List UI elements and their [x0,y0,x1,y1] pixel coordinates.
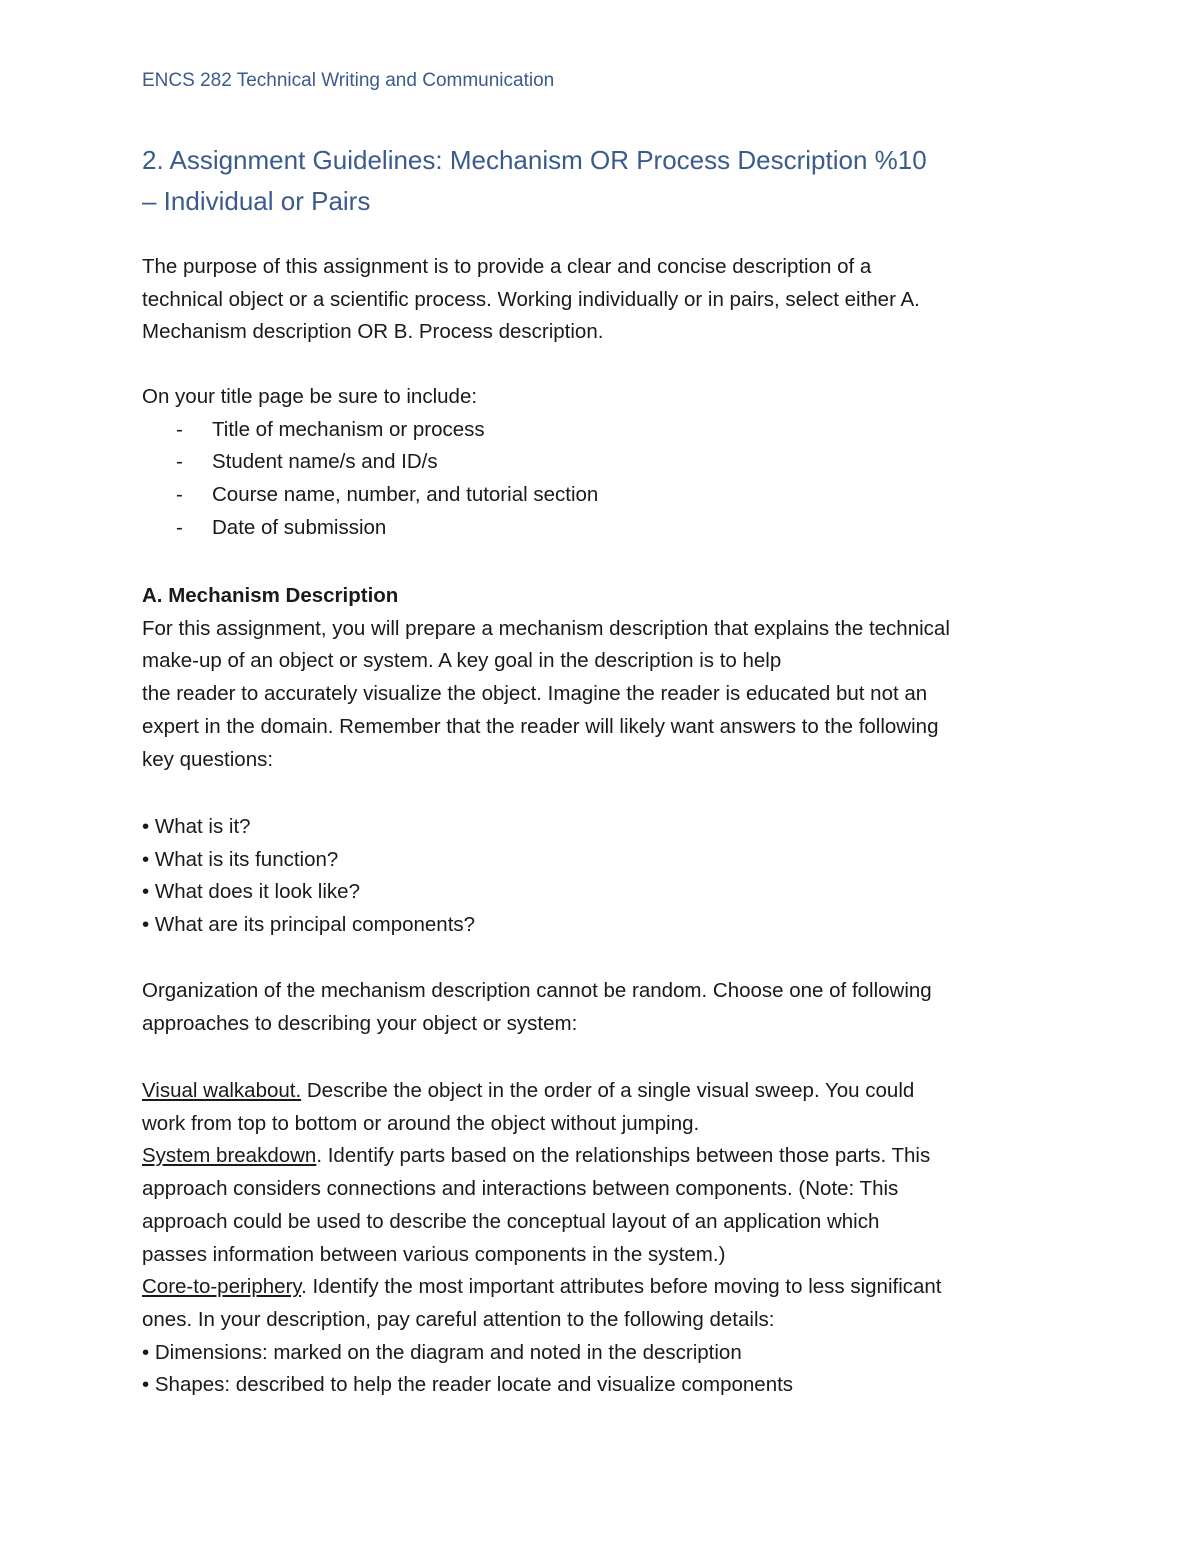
mechanism-section [142,580,1072,776]
organization-line: approaches to describing your object or system: [142,1011,578,1035]
list-item [142,414,1072,447]
approaches-block [142,1075,1072,1402]
core-to-periphery-line: ones. In your description, pay careful attention to the following details: [142,1307,775,1331]
section-line: expert in the domain. Remember that the reader will likely want answers to the following [142,714,939,738]
system-breakdown-text: . Identify parts based on the relationships between those parts. This [316,1144,931,1168]
title-page-lead: On your title page be sure to include: [142,385,478,408]
list-item-text: Course name, number, and tutorial section [212,483,599,507]
section-line: the reader to accurately visualize the object. Imagine the reader is educated but not an [142,682,928,706]
system-breakdown-line: passes information between various components in the system.) [142,1242,726,1266]
question-item: • What does it look like? [142,880,360,904]
dash-bullet: - [176,450,183,474]
dash-bullet: - [176,417,183,441]
visual-walkabout-text: Describe the object in the order of a single visual sweep. You could [301,1079,915,1102]
section-line: key questions: [142,747,274,771]
list-item [142,479,1072,512]
visual-walkabout-label: Visual walkabout. [142,1079,302,1102]
system-breakdown-line [142,1140,1072,1173]
visual-walkabout-line [142,1075,1072,1108]
dash-bullet: - [176,515,183,539]
core-to-periphery-label: Core-to-periphery [142,1275,302,1299]
section-line: make-up of an object or system. A key goal in the description is to help [142,649,782,673]
question-item: • What is its function? [142,847,339,871]
organization-line: Organization of the mechanism description cannot be random. Choose one of following [142,979,932,1002]
list-item-text: Date of submission [212,515,387,539]
title-page-requirements [142,381,1072,545]
title-line-1: 2. Assignment Guidelines: Mechanism OR Process Description %10 [142,145,927,175]
assignment-title [142,140,1062,222]
visual-walkabout-line: work from top to bottom or around the object without jumping. [142,1111,700,1135]
list-item-text: Student name/s and ID/s [212,450,438,474]
list-item [142,512,1072,545]
system-breakdown-line: approach could be used to describe the conceptual layout of an application which [142,1209,880,1233]
section-line: For this assignment, you will prepare a mechanism description that explains the technical [142,616,950,640]
detail-item: • Dimensions: marked on the diagram and noted in the description [142,1340,742,1364]
intro-paragraph [142,251,1072,349]
organization-paragraph [142,975,1072,1040]
system-breakdown-label: System breakdown [142,1144,317,1168]
list-item-text: Title of mechanism or process [212,417,485,441]
key-questions-list [142,811,1072,942]
intro-line: technical object or a scientific process. Working individually or in pairs, select either A. [142,287,920,311]
dash-bullet: - [176,483,183,507]
detail-item: • Shapes: described to help the reader locate and visualize components [142,1373,794,1397]
list-item [142,446,1072,479]
system-breakdown-line: approach considers connections and interactions between components. (Note: This [142,1177,899,1201]
question-item: • What is it? [142,815,251,838]
core-to-periphery-line [142,1271,1072,1304]
core-to-periphery-text: . Identify the most important attributes before moving to less significant [301,1275,942,1299]
title-page-list [142,414,1072,545]
course-header: ENCS 282 Technical Writing and Communication [142,70,555,91]
title-line-2: – Individual or Pairs [142,186,371,216]
intro-line: Mechanism description OR B. Process description. [142,320,604,344]
section-heading: A. Mechanism Description [142,584,399,607]
question-item: • What are its principal components? [142,913,476,937]
intro-line: The purpose of this assignment is to provide a clear and concise description of a [142,255,872,278]
